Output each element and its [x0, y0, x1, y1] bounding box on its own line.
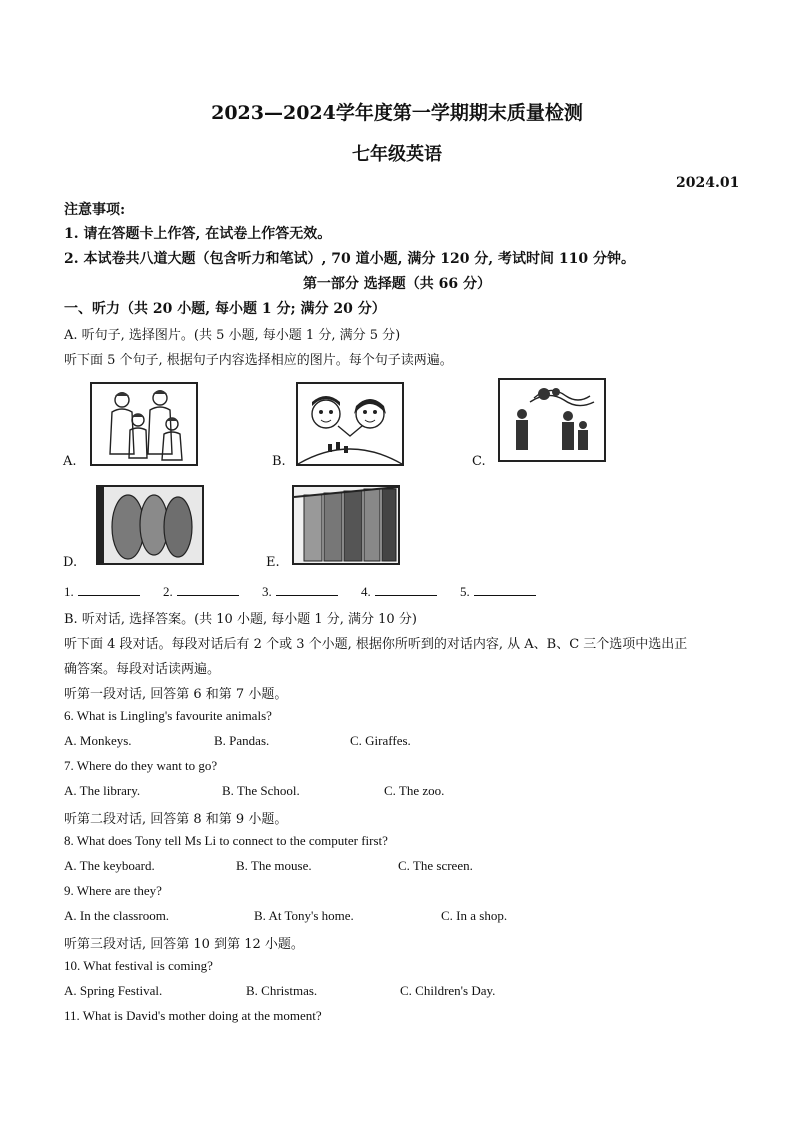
section-a-instructions: 听下面 5 个句子, 根据句子内容选择相应的图片。每个句子读两遍。: [64, 353, 453, 368]
q9-option-a[interactable]: A. In the classroom.: [64, 908, 170, 923]
picture-c-label: C.: [472, 454, 486, 469]
q8-option-b[interactable]: B. The mouse.: [236, 858, 312, 873]
exam-subtitle: 七年级英语: [352, 144, 442, 165]
picture-a-family: [90, 382, 198, 466]
question-9: 9. Where are they?: [64, 883, 162, 898]
picture-b-label: B.: [272, 454, 286, 469]
section-b-instructions-1: 听下面 4 段对话。每段对话后有 2 个或 3 个小题, 根据你所听到的对话内容, 从 A、B、C 三个选项中选出正: [64, 637, 688, 652]
answer-blanks-row: [64, 583, 536, 600]
blank-label-5: 5.: [460, 584, 470, 599]
exam-date: 2024.01: [676, 175, 740, 191]
blank-label-2: 2.: [163, 584, 173, 599]
picture-d-label: D.: [63, 555, 78, 570]
q6-option-c[interactable]: C. Giraffes.: [350, 733, 411, 748]
picture-e-clothes: [292, 485, 400, 565]
picture-e-label: E.: [266, 555, 280, 570]
exam-title: 2023—2024学年度第一学期期末质量检测: [211, 102, 583, 124]
notice-item-1: 1. 请在答题卡上作答, 在试卷上作答无效。: [64, 226, 332, 242]
q7-option-c[interactable]: C. The zoo.: [384, 783, 445, 798]
answer-blank-2[interactable]: [177, 583, 239, 596]
answer-blank-5[interactable]: [474, 583, 536, 596]
answer-blank-4[interactable]: [375, 583, 437, 596]
picture-c-dragon-dance: [498, 378, 606, 462]
question-10: 10. What festival is coming?: [64, 958, 213, 973]
question-11: 11. What is David's mother doing at the moment?: [64, 1008, 322, 1023]
blank-label-3: 3.: [262, 584, 272, 599]
question-8: 8. What does Tony tell Ms Li to connect to the computer first?: [64, 833, 388, 848]
picture-d-sweet-potatoes: [96, 485, 204, 565]
dialog-3-heading: 听第三段对话, 回答第 10 到第 12 小题。: [64, 937, 304, 952]
notice-item-2: 2. 本试卷共八道大题（包含听力和笔试）, 70 道小题, 满分 120 分, 考试时间 110 分钟。: [64, 251, 636, 267]
q8-option-a[interactable]: A. The keyboard.: [64, 858, 155, 873]
q9-option-c[interactable]: C. In a shop.: [441, 908, 508, 923]
q7-option-a[interactable]: A. The library.: [64, 783, 141, 798]
answer-blank-1[interactable]: [78, 583, 140, 596]
q10-option-b[interactable]: B. Christmas.: [246, 983, 318, 998]
q8-option-c[interactable]: C. The screen.: [398, 858, 473, 873]
picture-b-children: [296, 382, 404, 466]
dialog-1-heading: 听第一段对话, 回答第 6 和第 7 小题。: [64, 687, 288, 702]
dialog-2-heading: 听第二段对话, 回答第 8 和第 9 小题。: [64, 812, 288, 827]
q10-option-c[interactable]: C. Children's Day.: [400, 983, 496, 998]
picture-a-label: A.: [63, 454, 77, 469]
section-listening-heading: 一、听力（共 20 小题, 每小题 1 分; 满分 20 分）: [64, 301, 386, 317]
section-b-instructions-2: 确答案。每段对话读两遍。: [64, 662, 221, 677]
q10-option-a[interactable]: A. Spring Festival.: [64, 983, 163, 998]
part1-heading: 第一部分 选择题（共 66 分）: [302, 276, 492, 292]
blank-label-4: 4.: [361, 584, 371, 599]
question-7: 7. Where do they want to go?: [64, 758, 218, 773]
answer-blank-3[interactable]: [276, 583, 338, 596]
q9-option-b[interactable]: B. At Tony's home.: [254, 908, 354, 923]
q7-option-b[interactable]: B. The School.: [222, 783, 300, 798]
notice-heading: 注意事项:: [64, 202, 126, 218]
q6-option-b[interactable]: B. Pandas.: [214, 733, 270, 748]
section-b-title: B. 听对话, 选择答案。(共 10 小题, 每小题 1 分, 满分 10 分): [64, 612, 417, 627]
q6-option-a[interactable]: A. Monkeys.: [64, 733, 132, 748]
blank-label-1: 1.: [64, 584, 74, 599]
section-a-title: A. 听句子, 选择图片。(共 5 小题, 每小题 1 分, 满分 5 分): [64, 328, 401, 343]
question-6: 6. What is Lingling's favourite animals?: [64, 708, 272, 723]
